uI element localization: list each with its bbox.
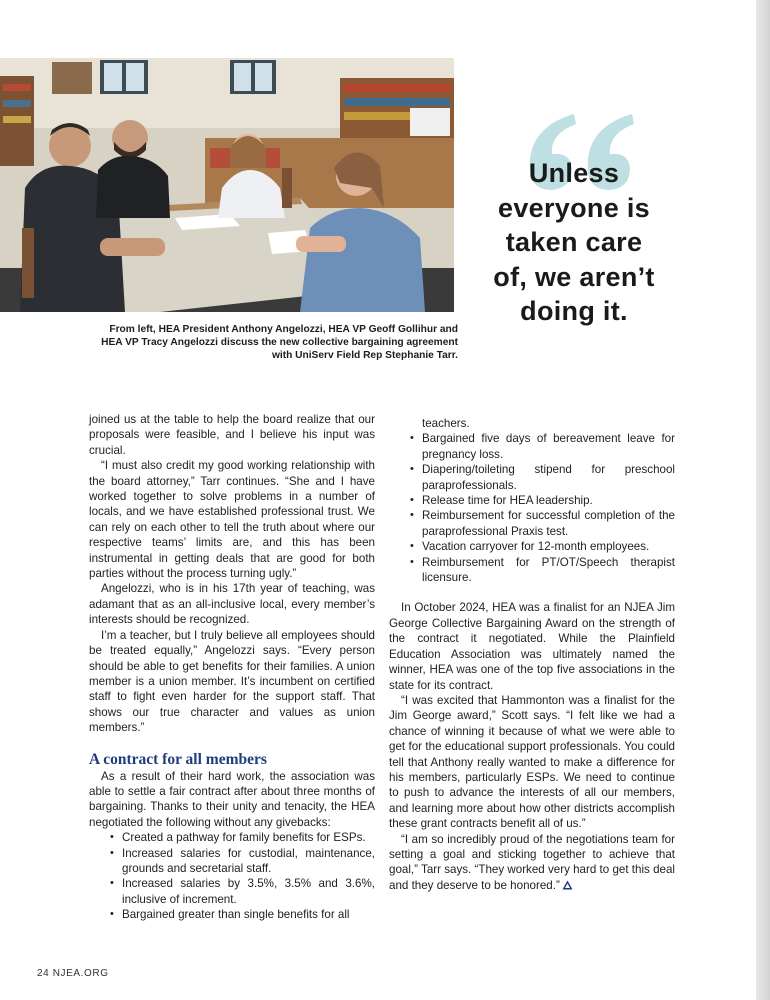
list-item <box>389 508 675 539</box>
list-item-text: Increased salaries for custodial, maintenance, grounds and secretarial staff. <box>122 846 375 875</box>
paragraph: “I must also credit my good working relationship with the board attorney,” Tarr continues. “She and I have worked together to solve problems in a number of locals, and we have established professional trust. We can rely on each other to tell the truth about where our respective teams’ limits are, and this has been instrumental in getting deals that are good for both parties without the process turning ugly.” <box>89 459 375 581</box>
photo-caption: From left, HEA President Anthony Angelozzi, HEA VP Geoff Gollihur and HEA VP Tracy Angelozzi discuss the new collective bargaining agreement with UniServ Field Rep Stephanie Tarr. <box>101 324 458 361</box>
list-item <box>89 830 375 845</box>
right-column <box>389 416 675 893</box>
list-item-text: Reimbursement for PT/OT/Speech therapist licensure. <box>422 555 675 585</box>
bullet-list <box>389 431 675 585</box>
list-item <box>389 539 675 554</box>
list-item-text: Release time for HEA leadership. <box>422 494 593 508</box>
paragraph: As a result of their hard work, the association was able to settle a fair contract after about three months of bargaining. Thanks to their unity and tenacity, the HEA negotiated the following without any givebacks: <box>89 769 375 829</box>
bullet-glyph: • <box>410 463 414 476</box>
pull-quote-line: Unless <box>528 158 620 188</box>
paragraph-text: “I am so incredibly proud of the negotiations team for setting a goal and sticking together to achieve that goal,” Tarr says. “They worked very hard to get this deal and they deserve to be honored.” <box>389 832 675 892</box>
bullet-glyph: • <box>110 846 114 859</box>
bullet-glyph: • <box>410 540 414 553</box>
pull-quote-line: taken care <box>505 227 643 257</box>
bullet-glyph: • <box>110 831 114 844</box>
list-continuation: teachers. <box>422 417 470 430</box>
photo-illustration <box>0 58 454 312</box>
list-item <box>89 846 375 877</box>
paragraph: In October 2024, HEA was a finalist for an NJEA Jim George Collective Bargaining Award on the strength of the contract it negotiated. While the Plainfield Education Association was ultimately named the winner, HEA was one of the top five associations in the state for its contract. <box>389 601 675 692</box>
list-item-text: Created a pathway for family benefits for ESPs. <box>122 831 366 845</box>
bullet-glyph: • <box>110 877 114 890</box>
list-item-text: Reimbursement for successful completion of the paraprofessional Praxis test. <box>422 509 675 538</box>
paragraph: joined us at the table to help the board realize that our proposals were feasible, and I believe his input was crucial. <box>89 413 375 457</box>
left-column <box>89 412 375 923</box>
section-heading: A contract for all members <box>89 750 267 768</box>
bullet-glyph: • <box>410 432 414 445</box>
list-item <box>389 431 675 462</box>
bullet-list <box>89 830 375 922</box>
paragraph: Angelozzi, who is in his 17th year of teaching, was adamant that as an all-inclusive local, every member’s interests should be recognized. <box>89 582 375 627</box>
list-item <box>389 462 675 493</box>
spacer <box>389 585 675 600</box>
paragraph: “I was excited that Hammonton was a finalist for the Jim George award,” Scott says. “I felt like we had a chance of winning it because of what we were able to get for the educational support professionals. You could tell that Anthony really wanted to make a difference for his members, particularly ESPs. We need to continue to push to advance the interests of all our members, and learning more about how other districts accomplish these grant contracts benefit all of us.” <box>389 693 675 831</box>
list-item-text: Vacation carryover for 12-month employees. <box>422 540 650 554</box>
list-item <box>389 555 675 586</box>
pull-quote-line: everyone is <box>498 192 650 223</box>
hea-leaders-photo <box>0 58 454 312</box>
paragraph: I’m a teacher, but I truly believe all employees should be treated equally,” Angelozzi says. “Every person should be able to get benefits for their families. A union member is a union member. It’s incumbent on certified staff to fight even harder for the support staff. That shows our true character and values as union members.” <box>89 628 375 735</box>
pull-quote-line: of, we aren’t <box>493 261 655 292</box>
pull-quote <box>474 156 674 329</box>
page-edge <box>756 0 770 1000</box>
bullet-glyph: • <box>410 555 414 568</box>
list-item-text: Diapering/toileting stipend for preschool paraprofessionals. <box>422 463 675 492</box>
pull-quote-line: doing it. <box>520 296 628 326</box>
paragraph <box>389 832 675 894</box>
list-item-text: Bargained greater than single benefits for all <box>122 908 350 922</box>
njea-end-mark-icon <box>562 880 573 890</box>
list-item <box>389 493 675 508</box>
bullet-glyph: • <box>410 494 414 507</box>
list-item-text: Increased salaries by 3.5%, 3.5% and 3.6%, inclusive of increment. <box>122 877 375 906</box>
list-item-text: Bargained five days of bereavement leave for pregnancy loss. <box>422 432 675 461</box>
list-item <box>89 907 375 922</box>
bullet-glyph: • <box>110 908 114 921</box>
bullet-glyph: • <box>410 509 414 522</box>
page-folio: 24 NJEA.ORG <box>37 968 109 979</box>
list-item <box>89 876 375 907</box>
